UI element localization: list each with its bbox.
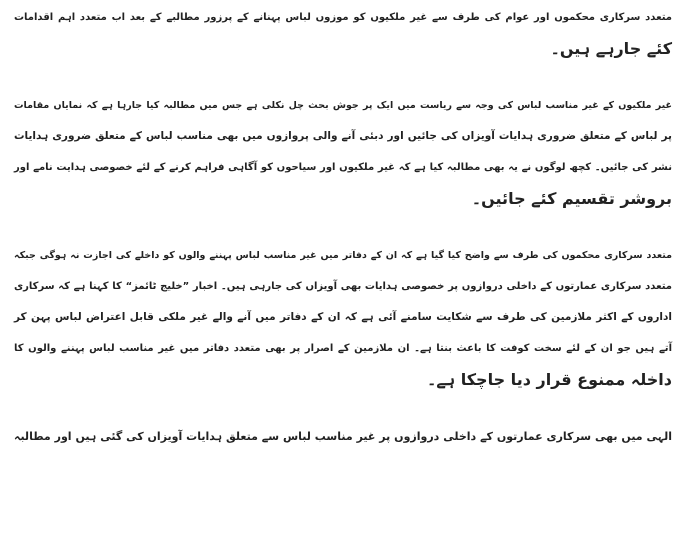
text-line: پر لباس کے متعلق ضروری ہدایات آویزاں کی جائیں اور دبئی آنے والی پروازوں میں بھی مناسب لباس کے متعلق ضروری ہدایات [14, 130, 672, 142]
text-line: غیر ملکیوں کے غیر مناسب لباس کی وجہ سے ریاست میں ایک پر جوش بحث چل نکلی ہے جس میں مطالبہ کیا جارہا ہے کہ نمایاں مقامات [14, 100, 672, 111]
text-line: اداروں کے اکثر ملازمین کی طرف سے شکایت سامنے آئی ہے کہ ان کے دفاتر میں آنے والے غیر ملکی قابل اعتراض لباس پہن کر [14, 311, 672, 323]
paragraph-2 [14, 90, 672, 214]
text-line: بروشر تقسیم کئے جائیں۔ [471, 189, 672, 208]
article-body [14, 2, 672, 469]
text-line: متعدد سرکاری محکموں کی طرف سے واضح کیا گیا ہے کہ ان کے دفاتر میں غیر مناسب لباس پہننے والوں کو داخلے کی اجازت نہ ہوگی جبکہ [14, 250, 672, 261]
paragraph-1 [14, 2, 672, 64]
text-line: آتے ہیں جو ان کے لئے سخت کوفت کا باعث بنتا ہے۔ ان ملازمین کے اصرار پر بھی متعدد دفاتر میں غیر مناسب لباس پہننے والوں کا [14, 343, 672, 354]
text-line: نشر کی جائیں۔ کچھ لوگوں نے یہ بھی مطالبہ کیا ہے کہ غیر ملکیوں اور سیاحوں کو آگاہی فراہم کرنے کے لئے خصوصی ہدایت نامے اور [14, 162, 672, 173]
text-line: الہی میں بھی سرکاری عمارتوں کے داخلی دروازوں پر غیر مناسب لباس سے متعلق ہدایات آویزاں کی گئی ہیں اور مطالبہ [14, 430, 672, 443]
text-line: متعدد سرکاری عمارتوں کے داخلی دروازوں پر خصوصی ہدایات بھی آویزاں کی جارہی ہیں۔ اخبار ”خلیج ٹائمز“ کا کہنا ہے کہ سرکاری [14, 281, 672, 292]
text-line: داخلہ ممنوع قرار دیا جاچکا ہے۔ [427, 370, 672, 389]
text-line: متعدد سرکاری محکموں اور عوام کی طرف سے غیر ملکیوں کو موزوں لباس پہنانے کے پرزور مطالبے کے بعد اب متعدد اہم اقدامات [14, 12, 672, 23]
paragraph-3 [14, 240, 672, 395]
text-line: کئے جارہے ہیں۔ [550, 39, 672, 58]
paragraph-4-partial [14, 421, 672, 443]
